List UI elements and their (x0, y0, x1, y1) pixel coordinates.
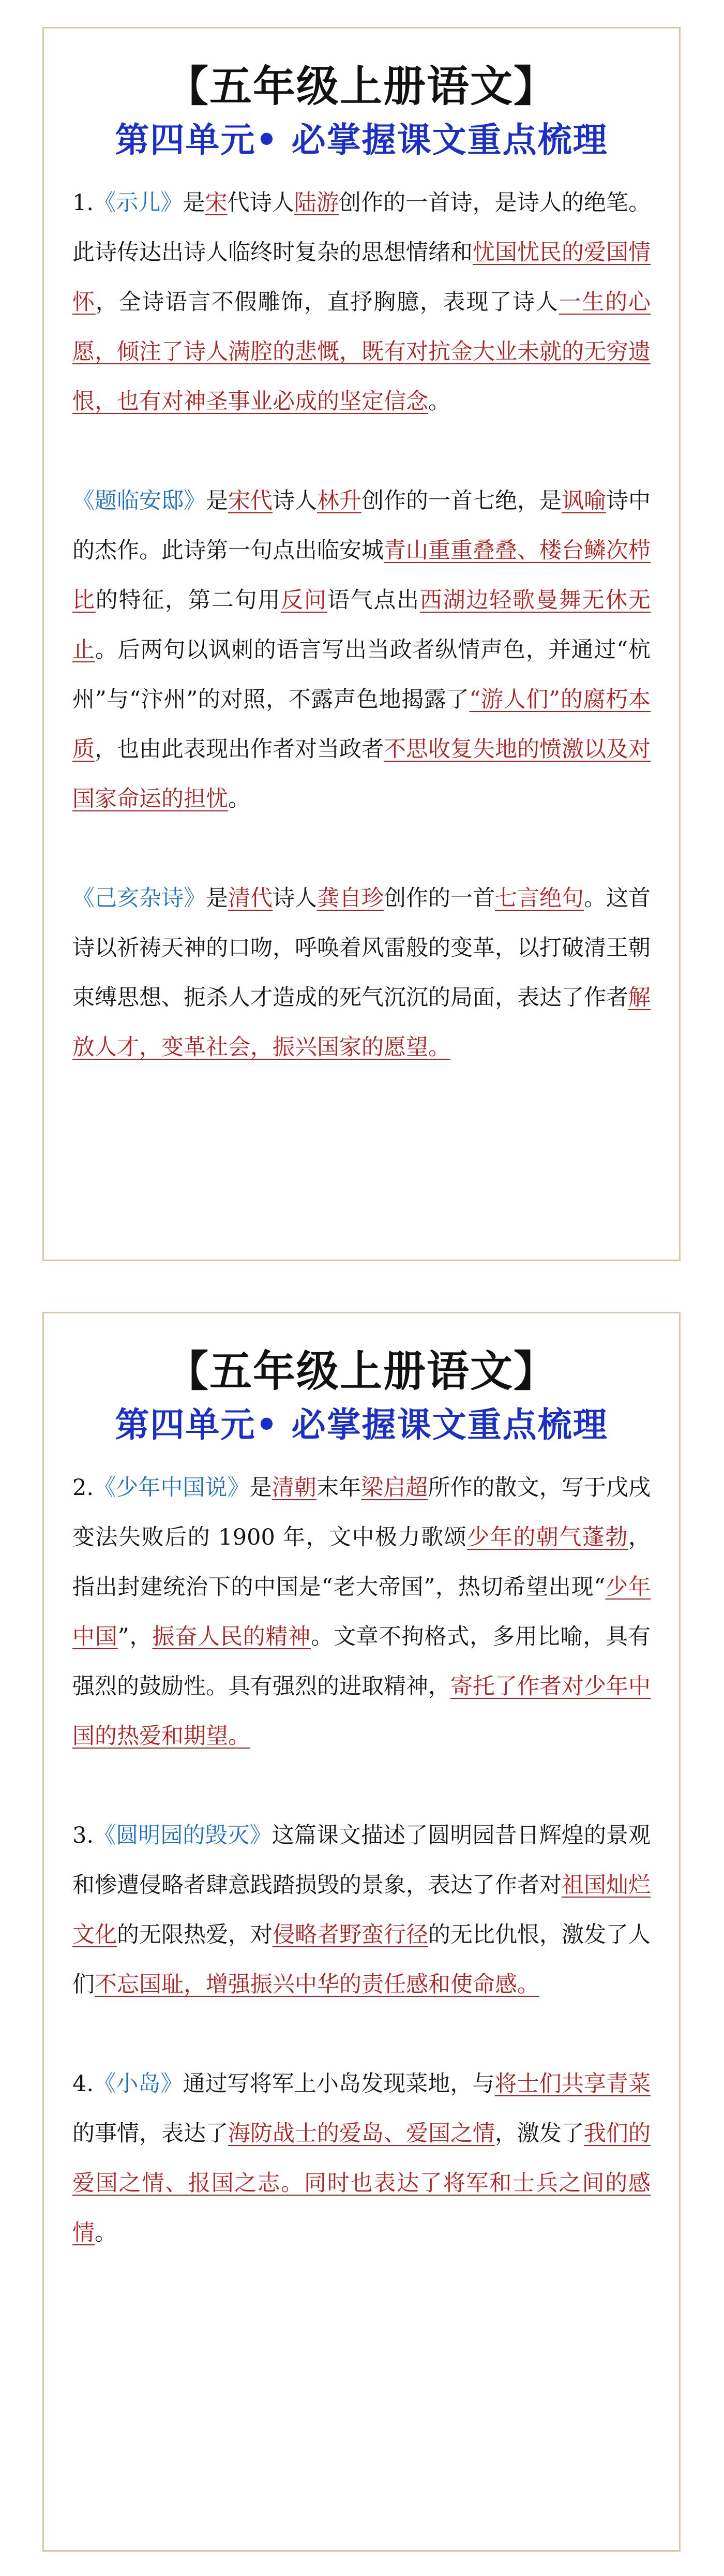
key-point-text: 陆游 (294, 190, 339, 216)
key-point-text: 不思收复失地的愤激以及对国家命运的担忧 (72, 736, 651, 812)
summary-card-2 (42, 1312, 681, 2552)
body-text: 3. (72, 1823, 94, 1849)
page-title: 【五年级上册语文】 (165, 62, 557, 111)
page-subtitle: 第四单元• 必掌握课文重点梳理 (115, 120, 608, 160)
key-point-text: “游人们”的腐朽本质 (72, 687, 651, 763)
paragraph-gap (72, 2009, 651, 2059)
summary-card-1 (42, 27, 681, 1261)
body-text: ，指出封建统治下的中国是“老大帝国”，热切希望出现“ (72, 1524, 651, 1601)
body-text: 的事情，表达了 (72, 2121, 228, 2147)
key-point-text: 我们的爱国之情、报国之志。同时也表达了将军和士兵之间的感情 (72, 2121, 651, 2246)
body-text: ，全诗语言不假雕饰，直抒胸臆，表现了诗人 (95, 289, 559, 316)
paragraph-gap (72, 824, 651, 874)
body-text: 1. (72, 190, 94, 216)
lesson-title-text: 《少年中国说》 (94, 1475, 250, 1501)
body-text: 。这首诗以祈祷天神的口吻，呼唤着风雷般的变革，以打破清王朝束缚思想、扼杀人才造成的死气沉沉的局面，表达了作者 (72, 885, 651, 1011)
body-text: 末年 (316, 1475, 361, 1501)
body-text: 。 (95, 2220, 117, 2246)
body-text: 4. (72, 2071, 94, 2097)
page-title: 【五年级上册语文】 (165, 1347, 557, 1396)
key-point-text: 忧国忧民的爱国情怀 (72, 240, 651, 316)
key-point-text: 清朝 (272, 1475, 316, 1501)
key-point-text: 振奋人民的精神 (152, 1624, 311, 1650)
body-text: 所作的散文，写于戊戌变法失败后的 1900 年，文中极力歌颂 (72, 1475, 651, 1551)
body-text: 的无比仇恨，激发了人们 (72, 1922, 651, 1998)
body-text: 。文章不拘格式，多用比喻，具有强烈的鼓励性。具有强烈的进取精神， (72, 1624, 651, 1700)
page-subtitle: 第四单元• 必掌握课文重点梳理 (115, 1404, 608, 1445)
paragraph-gap (72, 426, 651, 476)
body-text: ，也由此表现出作者对当政者 (95, 736, 384, 763)
key-point-text: 宋 (205, 190, 228, 216)
body-text: 通过写将军上小岛发现菜地，与 (183, 2071, 495, 2097)
key-point-text: 一生的心愿，倾注了诗人满腔的悲慨，既有对抗金大业未就的无穷遗恨，也有对神圣事业必成的坚定信念 (72, 289, 651, 415)
body-text: 代诗人 (227, 190, 294, 216)
lesson-title-text: 《圆明园的毁灭》 (94, 1823, 272, 1849)
paragraph-shao-nian-zhong-guo-shuo (72, 1463, 651, 1761)
paragraph-shi-er (72, 178, 651, 426)
key-point-text: 少年的朝气蓬勃 (467, 1524, 628, 1551)
key-point-text: 林升 (317, 488, 361, 514)
key-point-text: 宋代 (228, 488, 273, 514)
key-point-text: 不忘国耻，增强振兴中华的责任感和使命感。 (95, 1972, 539, 1998)
key-point-text: 寄托了作者对少年中国的热爱和期望。 (72, 1674, 651, 1750)
lesson-title-text: 《示儿》 (94, 190, 183, 216)
body-text: 这篇课文描述了圆明园昔日辉煌的景观和惨遭侵略者肆意践踏损毁的景象，表达了作者对 (72, 1823, 651, 1899)
body-text: 语气点出 (327, 587, 420, 614)
card-content (72, 1463, 651, 2258)
key-point-text: 七言绝句 (495, 885, 584, 912)
paragraph-yuan-ming-yuan (72, 1811, 651, 2009)
key-point-text: 解放人才，变革社会，振兴国家的愿望。 (72, 985, 651, 1061)
paragraph-gap (72, 1761, 651, 1811)
body-text: 创作的一首 (384, 885, 495, 912)
lesson-title-text: 《己亥杂诗》 (72, 885, 206, 912)
key-point-text: 梁启超 (361, 1475, 428, 1501)
body-text: 诗人 (273, 488, 317, 514)
body-text: 是 (183, 190, 205, 216)
body-text: ”， (117, 1624, 153, 1650)
body-text: 创作的一首诗，是诗人的绝笔。此诗传达出诗人临终时复杂的思想情绪和 (72, 190, 651, 266)
paragraph-xiao-dao (72, 2059, 651, 2258)
body-text: 。后两句以讽刺的语言写出当政者纵情声色，并通过“杭州”与“汴州”的对照，不露声色地揭露了 (72, 637, 651, 713)
paragraph-ji-hai-za-shi (72, 874, 651, 1072)
body-text: 诗中的杰作。此诗第一句点出临安城 (72, 488, 651, 564)
key-point-text: 反问 (281, 587, 327, 614)
card-content (72, 178, 651, 1072)
key-point-text: 海防战士的爱岛、爱国之情 (228, 2121, 495, 2147)
lesson-title-text: 《题临安邸》 (72, 488, 206, 514)
lesson-title-text: 《小岛》 (94, 2071, 183, 2097)
key-point-text: 讽喻 (562, 488, 606, 514)
key-point-text: 少年中国 (72, 1574, 651, 1650)
key-point-text: 祖国灿烂文化 (72, 1872, 651, 1948)
key-point-text: 青山重重叠叠、楼台鳞次栉比 (72, 538, 651, 614)
paragraph-ti-lin-an-di (72, 476, 651, 824)
key-point-text: 清代 (228, 885, 273, 912)
body-text: 创作的一首七绝，是 (361, 488, 562, 514)
key-point-text: 龚自珍 (317, 885, 384, 912)
body-text: 是 (249, 1475, 272, 1501)
body-text: 。 (428, 389, 450, 415)
body-text: 的特征，第二句用 (95, 587, 281, 614)
body-text: 是 (206, 885, 228, 912)
body-text: 2. (72, 1475, 94, 1501)
body-text: 诗人 (273, 885, 317, 912)
key-point-text: 侵略者野蛮行径 (273, 1922, 428, 1948)
key-point-text: 将士们共享青菜 (494, 2071, 651, 2097)
body-text: 。 (228, 786, 250, 812)
key-point-text: 西湖边轻歌曼舞无休无止 (72, 587, 651, 663)
body-text: ，激发了 (495, 2121, 584, 2147)
body-text: 的无限热爱，对 (117, 1922, 273, 1948)
body-text: 是 (206, 488, 228, 514)
